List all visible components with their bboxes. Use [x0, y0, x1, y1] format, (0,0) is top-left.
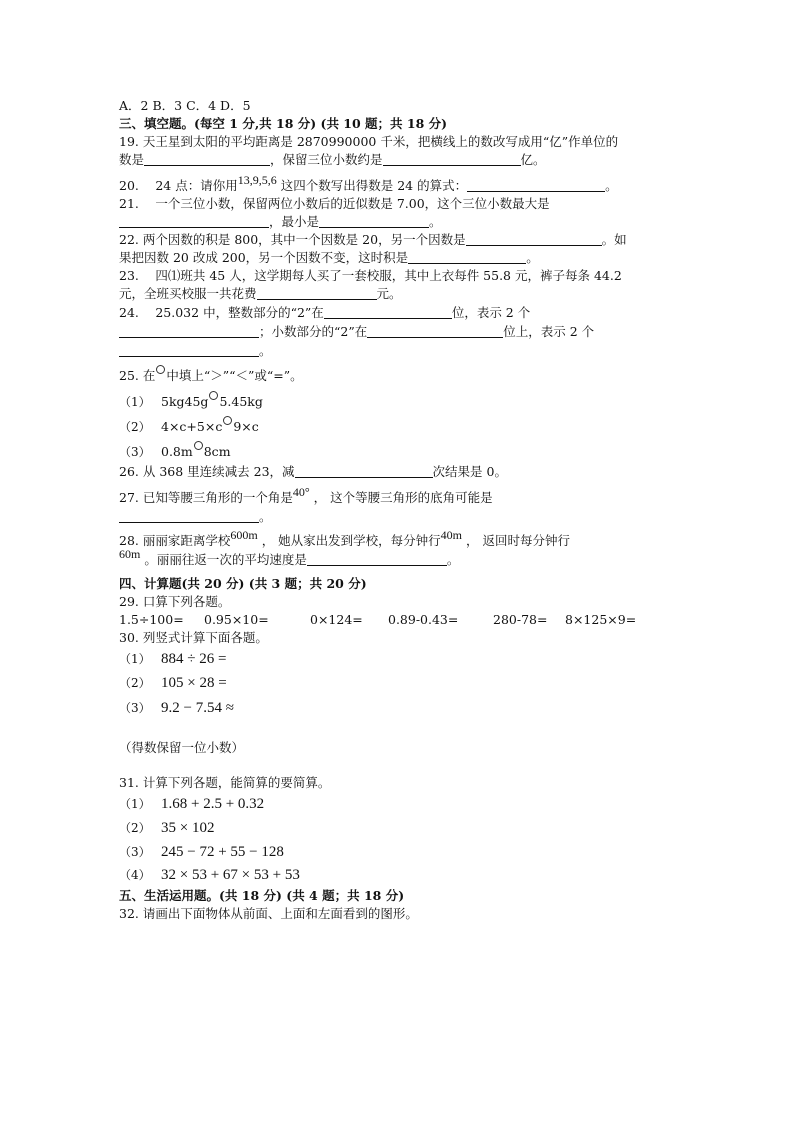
blank[interactable]	[307, 552, 447, 566]
list-item: 1.5÷100=	[119, 612, 184, 627]
q28-line1: 28. 丽丽家距离学校600m ， 她从家出发到学校，每分钟行40m ， 返回时每分钟行	[119, 528, 570, 548]
list-item: 8×125×9=	[565, 612, 637, 627]
list-item: 0×124=	[310, 612, 363, 627]
q24-line1: 24. 25.032 中，整数部分的“2”在 位，表示 2 个	[119, 305, 531, 320]
q19-line2: 数是 ，保留三位小数约是 亿。	[119, 152, 546, 167]
q21-line2: ，最小是 。	[119, 214, 442, 230]
q23-line1: 23. 四⑴班共 45 人，这学期每人买了一套校服，其中上衣每件 55.8 元，裤子每条 44.2	[119, 268, 622, 283]
section-5-heading: 五、生活运用题。(共 18 分) (共 4 题；共 18 分)	[119, 888, 405, 903]
q24-line2: ；小数部分的“2”在 位上，表示 2 个	[119, 324, 594, 340]
circle-blank-icon[interactable]	[209, 391, 218, 400]
q27-line1: 27. 已知等腰三角形的一个角是40° ， 这个等腰三角形的底角可能是	[119, 485, 493, 505]
q22-line1: 22. 两个因数的积是 800，其中一个因数是 20，另一个因数是 。如	[119, 232, 627, 247]
circle-blank-icon[interactable]	[194, 441, 203, 450]
blank[interactable]	[367, 324, 503, 338]
q25-item-3: （3） 0.8m 8cm	[119, 444, 231, 460]
blank[interactable]	[119, 324, 259, 338]
section-3-heading: 三、填空题。(每空 1 分,共 18 分) (共 10 题；共 18 分)	[119, 116, 448, 131]
list-item: 0.95×10=	[204, 612, 269, 627]
q29-items	[119, 612, 636, 628]
q26-line: 26. 从 368 里连续减去 23，减 次结果是 0。	[119, 464, 507, 479]
blank[interactable]	[119, 509, 259, 523]
section-4-heading: 四、计算题(共 20 分) (共 3 题；共 20 分)	[119, 576, 367, 591]
list-item: 0.89-0.43=	[388, 612, 459, 627]
q23-line2: 元，全班买校服一共花费 元。	[119, 286, 402, 301]
q31-item-1: （1） 1.68 + 2.5 + 0.32	[119, 796, 265, 812]
circle-blank-icon	[156, 365, 165, 374]
q24-line3: 。	[119, 343, 272, 359]
q28-line2: 60m 。丽丽往返一次的平均速度是 。	[119, 547, 460, 567]
q31-item-2: （2） 35 × 102	[119, 820, 215, 836]
q25-item-2: （2） 4×c+5×c 9×c	[119, 419, 259, 435]
blank[interactable]	[466, 232, 602, 246]
q30-note: （得数保留一位小数）	[119, 740, 245, 755]
list-item: 280-78=	[493, 612, 548, 627]
q29-heading: 29. 口算下列各题。	[119, 594, 231, 609]
q30-item-3: （3） 9.2 − 7.54 ≈	[119, 700, 234, 716]
q20-line: 20. 24 点：请你用13,9,5,6 这四个数写出得数是 24 的算式： 。	[119, 173, 618, 193]
blank[interactable]	[295, 464, 433, 478]
q30-item-1: （1） 884 ÷ 26 =	[119, 651, 227, 667]
blank[interactable]	[383, 152, 521, 166]
blank[interactable]	[119, 214, 269, 228]
q32-heading: 32. 请画出下面物体从前面、上面和左面看到的图形。	[119, 906, 418, 921]
blank[interactable]	[324, 305, 452, 319]
q31-heading: 31. 计算下列各题，能简算的要简算。	[119, 775, 331, 790]
blank[interactable]	[119, 343, 259, 357]
blank[interactable]	[144, 152, 270, 166]
q21-line1: 21. 一个三位小数，保留两位小数后的近似数是 7.00，这个三位小数最大是	[119, 196, 550, 211]
blank[interactable]	[408, 250, 526, 264]
circle-blank-icon[interactable]	[223, 416, 232, 425]
q31-item-3: （3） 245 − 72 + 55 − 128	[119, 844, 284, 860]
q30-item-2: （2） 105 × 28 =	[119, 675, 227, 691]
blank[interactable]	[319, 214, 429, 228]
q25-item-1: （1） 5kg45g 5.45kg	[119, 394, 263, 410]
q22-line2: 果把因数 20 改成 200，另一个因数不变，这时积是 。	[119, 250, 539, 265]
blank[interactable]	[467, 178, 605, 192]
q25-heading: 25. 在 中填上“＞”“＜”或“=”。	[119, 368, 303, 384]
options-line: A．2 B．3 C．4 D．5	[119, 98, 251, 113]
q30-heading: 30. 列竖式计算下面各题。	[119, 630, 268, 645]
blank[interactable]	[257, 286, 377, 300]
q31-item-4: （4） 32 × 53 + 67 × 53 + 53	[119, 867, 300, 883]
q19-line1: 19. 天王星到太阳的平均距离是 2870990000 千米，把横线上的数改写成用“亿”作单位的	[119, 134, 619, 149]
q27-line2: 。	[119, 509, 272, 525]
